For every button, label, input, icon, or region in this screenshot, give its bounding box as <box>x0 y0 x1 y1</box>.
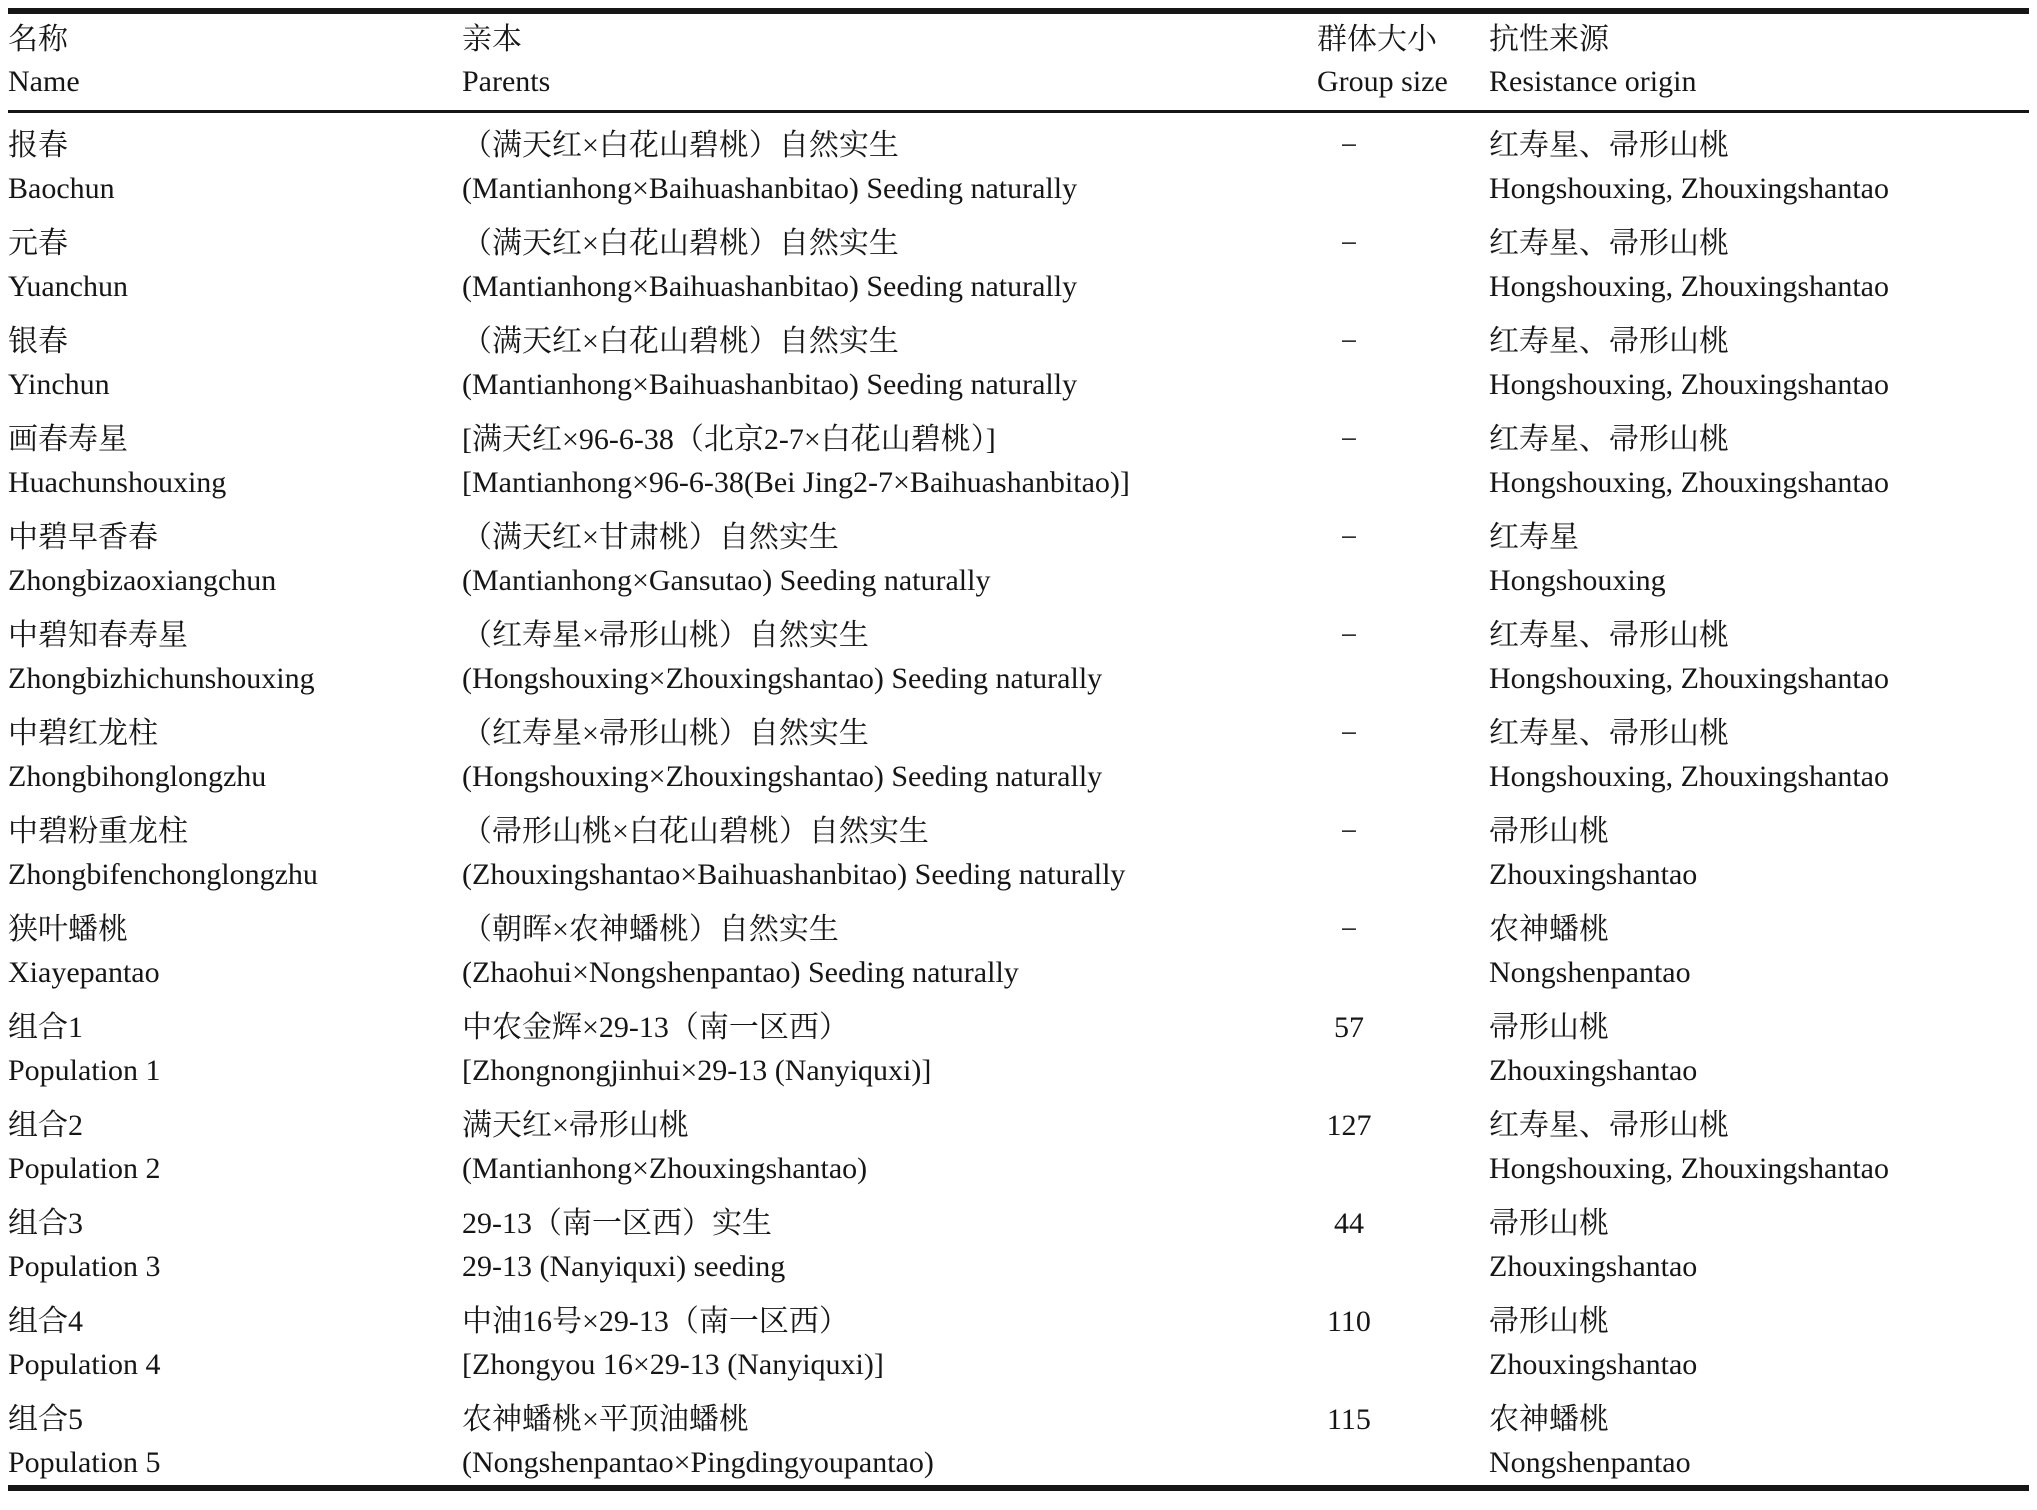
group-size-cell <box>1317 810 1489 897</box>
parents-en: (Mantianhong×Baihuashanbitao) Seeding naturally <box>462 172 1078 205</box>
resistance-origin-cell <box>1489 1202 2029 1289</box>
group-size-cell <box>1317 908 1489 995</box>
parents-zh: （满天红×白花山碧桃）自然实生 <box>462 227 899 260</box>
header-group-size-zh: 群体大小 <box>1317 23 1437 56</box>
group-size-value: − <box>1340 521 1358 554</box>
group-size-value: − <box>1340 129 1358 162</box>
table-row <box>8 211 2029 309</box>
resistance-origin-en: Zhouxingshantao <box>1489 858 1698 891</box>
resistance-origin-en: Hongshouxing, Zhouxingshantao <box>1489 760 1889 793</box>
name-en: Yuanchun <box>8 270 128 303</box>
group-size-value: − <box>1340 423 1358 456</box>
resistance-origin-zh: 帚形山桃 <box>1489 1011 1609 1044</box>
group-size-value: − <box>1340 325 1358 358</box>
header-parents-en: Parents <box>462 65 551 98</box>
name-cell <box>8 1104 462 1191</box>
name-en: Zhongbizaoxiangchun <box>8 564 277 597</box>
name-cell <box>8 418 462 505</box>
group-size-cell <box>1317 1104 1489 1191</box>
parents-zh: 中油16号×29-13（南一区西） <box>462 1305 849 1338</box>
resistance-origin-zh: 红寿星、帚形山桃 <box>1489 423 1729 456</box>
resistance-origin-en: Zhouxingshantao <box>1489 1250 1698 1283</box>
parents-zh: （帚形山桃×白花山碧桃）自然实生 <box>462 815 929 848</box>
parents-cell <box>462 1202 1317 1289</box>
parents-cell <box>462 418 1317 505</box>
table-row <box>8 1093 2029 1191</box>
resistance-origin-en: Hongshouxing, Zhouxingshantao <box>1489 466 1889 499</box>
header-group-size-en: Group size <box>1317 65 1448 98</box>
parents-en: (Mantianhong×Zhouxingshantao) <box>462 1152 868 1185</box>
resistance-origin-en: Hongshouxing, Zhouxingshantao <box>1489 1152 1889 1185</box>
group-size-value: − <box>1340 913 1358 946</box>
resistance-origin-cell <box>1489 320 2029 407</box>
name-cell <box>8 1006 462 1093</box>
group-size-cell <box>1317 614 1489 701</box>
parents-zh: 农神蟠桃×平顶油蟠桃 <box>462 1403 749 1436</box>
name-cell <box>8 908 462 995</box>
resistance-origin-cell <box>1489 1006 2029 1093</box>
name-en: Population 1 <box>8 1054 161 1087</box>
header-parents-cell <box>462 19 1317 103</box>
parents-cell <box>462 1104 1317 1191</box>
group-size-cell <box>1317 1202 1489 1289</box>
parents-en: [Zhongyou 16×29-13 (Nanyiquxi)] <box>462 1348 884 1381</box>
table-row <box>8 1191 2029 1289</box>
resistance-origin-zh: 红寿星、帚形山桃 <box>1489 129 1729 162</box>
group-size-cell <box>1317 222 1489 309</box>
name-en: Xiayepantao <box>8 956 160 989</box>
resistance-origin-zh: 红寿星、帚形山桃 <box>1489 227 1729 260</box>
name-cell <box>8 516 462 603</box>
name-zh: 组合2 <box>8 1109 83 1142</box>
parents-zh: 满天红×帚形山桃 <box>462 1109 689 1142</box>
parents-cell <box>462 810 1317 897</box>
parents-en: (Hongshouxing×Zhouxingshantao) Seeding naturally <box>462 760 1103 793</box>
resistance-origin-en: Nongshenpantao <box>1489 1446 1691 1479</box>
parents-en: (Zhaohui×Nongshenpantao) Seeding naturally <box>462 956 1019 989</box>
name-cell <box>8 810 462 897</box>
group-size-value: − <box>1340 227 1358 260</box>
table-row <box>8 309 2029 407</box>
table-row <box>8 113 2029 211</box>
resistance-origin-en: Hongshouxing, Zhouxingshantao <box>1489 172 1889 205</box>
name-cell <box>8 124 462 211</box>
parents-cell <box>462 614 1317 701</box>
resistance-origin-cell <box>1489 908 2029 995</box>
parents-cell <box>462 1006 1317 1093</box>
resistance-origin-en: Hongshouxing, Zhouxingshantao <box>1489 368 1889 401</box>
table-row <box>8 799 2029 897</box>
parents-en: (Nongshenpantao×Pingdingyoupantao) <box>462 1446 934 1479</box>
group-size-value: − <box>1340 717 1358 750</box>
name-cell <box>8 222 462 309</box>
name-en: Population 5 <box>8 1446 161 1479</box>
resistance-origin-zh: 帚形山桃 <box>1489 815 1609 848</box>
name-zh: 中碧粉重龙柱 <box>8 815 188 848</box>
name-en: Zhongbifenchonglongzhu <box>8 858 318 891</box>
header-name-en: Name <box>8 65 80 98</box>
name-zh: 中碧知春寿星 <box>8 619 188 652</box>
parents-cell <box>462 516 1317 603</box>
parents-zh: （红寿星×帚形山桃）自然实生 <box>462 619 869 652</box>
table-body <box>8 113 2029 1485</box>
group-size-value: 110 <box>1327 1305 1371 1338</box>
resistance-origin-en: Nongshenpantao <box>1489 956 1691 989</box>
table-header-row <box>8 14 2029 113</box>
resistance-origin-en: Zhouxingshantao <box>1489 1054 1698 1087</box>
parents-en: (Zhouxingshantao×Baihuashanbitao) Seeding naturally <box>462 858 1126 891</box>
group-size-value: 57 <box>1334 1011 1364 1044</box>
parents-cell <box>462 712 1317 799</box>
resistance-origin-cell <box>1489 1104 2029 1191</box>
parents-en: (Mantianhong×Baihuashanbitao) Seeding naturally <box>462 368 1078 401</box>
name-en: Baochun <box>8 172 115 205</box>
group-size-value: 44 <box>1334 1207 1364 1240</box>
header-name-cell <box>8 19 462 103</box>
parents-cell <box>462 908 1317 995</box>
group-size-cell <box>1317 516 1489 603</box>
parents-zh: 中农金辉×29-13（南一区西） <box>462 1011 849 1044</box>
parents-en: 29-13 (Nanyiquxi) seeding <box>462 1250 786 1283</box>
resistance-origin-zh: 农神蟠桃 <box>1489 1403 1609 1436</box>
name-cell <box>8 1202 462 1289</box>
resistance-origin-zh: 红寿星、帚形山桃 <box>1489 717 1729 750</box>
header-parents-zh: 亲本 <box>462 23 522 56</box>
parents-zh: （满天红×白花山碧桃）自然实生 <box>462 325 899 358</box>
crossing-populations-table <box>8 8 2029 1491</box>
group-size-cell <box>1317 712 1489 799</box>
parents-zh: 29-13（南一区西）实生 <box>462 1207 772 1240</box>
name-cell <box>8 1300 462 1387</box>
name-en: Zhongbizhichunshouxing <box>8 662 315 695</box>
group-size-value: − <box>1340 815 1358 848</box>
resistance-origin-cell <box>1489 124 2029 211</box>
name-en: Zhongbihonglongzhu <box>8 760 267 793</box>
parents-cell <box>462 320 1317 407</box>
resistance-origin-zh: 红寿星 <box>1489 521 1579 554</box>
resistance-origin-en: Hongshouxing, Zhouxingshantao <box>1489 270 1889 303</box>
name-en: Population 4 <box>8 1348 161 1381</box>
name-cell <box>8 1398 462 1485</box>
parents-zh: （满天红×白花山碧桃）自然实生 <box>462 129 899 162</box>
header-group-size-cell <box>1317 19 1489 103</box>
name-zh: 狭叶蟠桃 <box>8 913 128 946</box>
parents-cell <box>462 124 1317 211</box>
resistance-origin-zh: 红寿星、帚形山桃 <box>1489 1109 1729 1142</box>
name-en: Population 2 <box>8 1152 161 1185</box>
resistance-origin-zh: 红寿星、帚形山桃 <box>1489 619 1729 652</box>
parents-zh: （朝晖×农神蟠桃）自然实生 <box>462 913 839 946</box>
parents-cell <box>462 1398 1317 1485</box>
name-zh: 画春寿星 <box>8 423 128 456</box>
group-size-cell <box>1317 1398 1489 1485</box>
resistance-origin-cell <box>1489 418 2029 505</box>
resistance-origin-cell <box>1489 614 2029 701</box>
parents-cell <box>462 1300 1317 1387</box>
resistance-origin-zh: 红寿星、帚形山桃 <box>1489 325 1729 358</box>
resistance-origin-zh: 帚形山桃 <box>1489 1207 1609 1240</box>
resistance-origin-en: Hongshouxing <box>1489 564 1666 597</box>
group-size-value: 115 <box>1327 1403 1371 1436</box>
name-en: Yinchun <box>8 368 110 401</box>
resistance-origin-en: Zhouxingshantao <box>1489 1348 1698 1381</box>
resistance-origin-cell <box>1489 712 2029 799</box>
resistance-origin-cell <box>1489 1300 2029 1387</box>
table-row <box>8 897 2029 995</box>
name-zh: 组合1 <box>8 1011 83 1044</box>
name-zh: 组合3 <box>8 1207 83 1240</box>
name-zh: 元春 <box>8 227 68 260</box>
group-size-cell <box>1317 1300 1489 1387</box>
header-resistance-origin-zh: 抗性来源 <box>1489 23 1609 56</box>
header-name-zh: 名称 <box>8 23 68 56</box>
parents-en: (Hongshouxing×Zhouxingshantao) Seeding naturally <box>462 662 1103 695</box>
name-zh: 中碧早香春 <box>8 521 158 554</box>
parents-zh: （满天红×甘肃桃）自然实生 <box>462 521 839 554</box>
table-row <box>8 603 2029 701</box>
parents-en: [Zhongnongjinhui×29-13 (Nanyiquxi)] <box>462 1054 932 1087</box>
name-zh: 中碧红龙柱 <box>8 717 158 750</box>
parents-cell <box>462 222 1317 309</box>
header-resistance-origin-en: Resistance origin <box>1489 65 1697 98</box>
parents-zh: （红寿星×帚形山桃）自然实生 <box>462 717 869 750</box>
table-row <box>8 1387 2029 1485</box>
name-zh: 报春 <box>8 129 68 162</box>
name-zh: 组合5 <box>8 1403 83 1436</box>
resistance-origin-zh: 帚形山桃 <box>1489 1305 1609 1338</box>
group-size-cell <box>1317 320 1489 407</box>
resistance-origin-cell <box>1489 1398 2029 1485</box>
group-size-value: 127 <box>1326 1109 1372 1142</box>
parents-en: (Mantianhong×Gansutao) Seeding naturally <box>462 564 991 597</box>
parents-zh: [满天红×96-6-38（北京2-7×白花山碧桃）] <box>462 423 996 456</box>
table-row <box>8 505 2029 603</box>
name-cell <box>8 614 462 701</box>
name-cell <box>8 712 462 799</box>
resistance-origin-zh: 农神蟠桃 <box>1489 913 1609 946</box>
name-zh: 组合4 <box>8 1305 83 1338</box>
table-row <box>8 995 2029 1093</box>
parents-en: (Mantianhong×Baihuashanbitao) Seeding naturally <box>462 270 1078 303</box>
name-zh: 银春 <box>8 325 68 358</box>
header-resistance-origin-cell <box>1489 19 2029 103</box>
resistance-origin-en: Hongshouxing, Zhouxingshantao <box>1489 662 1889 695</box>
name-cell <box>8 320 462 407</box>
group-size-value: − <box>1340 619 1358 652</box>
resistance-origin-cell <box>1489 810 2029 897</box>
table-row <box>8 701 2029 799</box>
group-size-cell <box>1317 418 1489 505</box>
parents-en: [Mantianhong×96-6-38(Bei Jing2-7×Baihuashanbitao)] <box>462 466 1130 499</box>
table-row <box>8 407 2029 505</box>
name-en: Huachunshouxing <box>8 466 227 499</box>
resistance-origin-cell <box>1489 516 2029 603</box>
group-size-cell <box>1317 1006 1489 1093</box>
group-size-cell <box>1317 124 1489 211</box>
table-row <box>8 1289 2029 1387</box>
resistance-origin-cell <box>1489 222 2029 309</box>
name-en: Population 3 <box>8 1250 161 1283</box>
